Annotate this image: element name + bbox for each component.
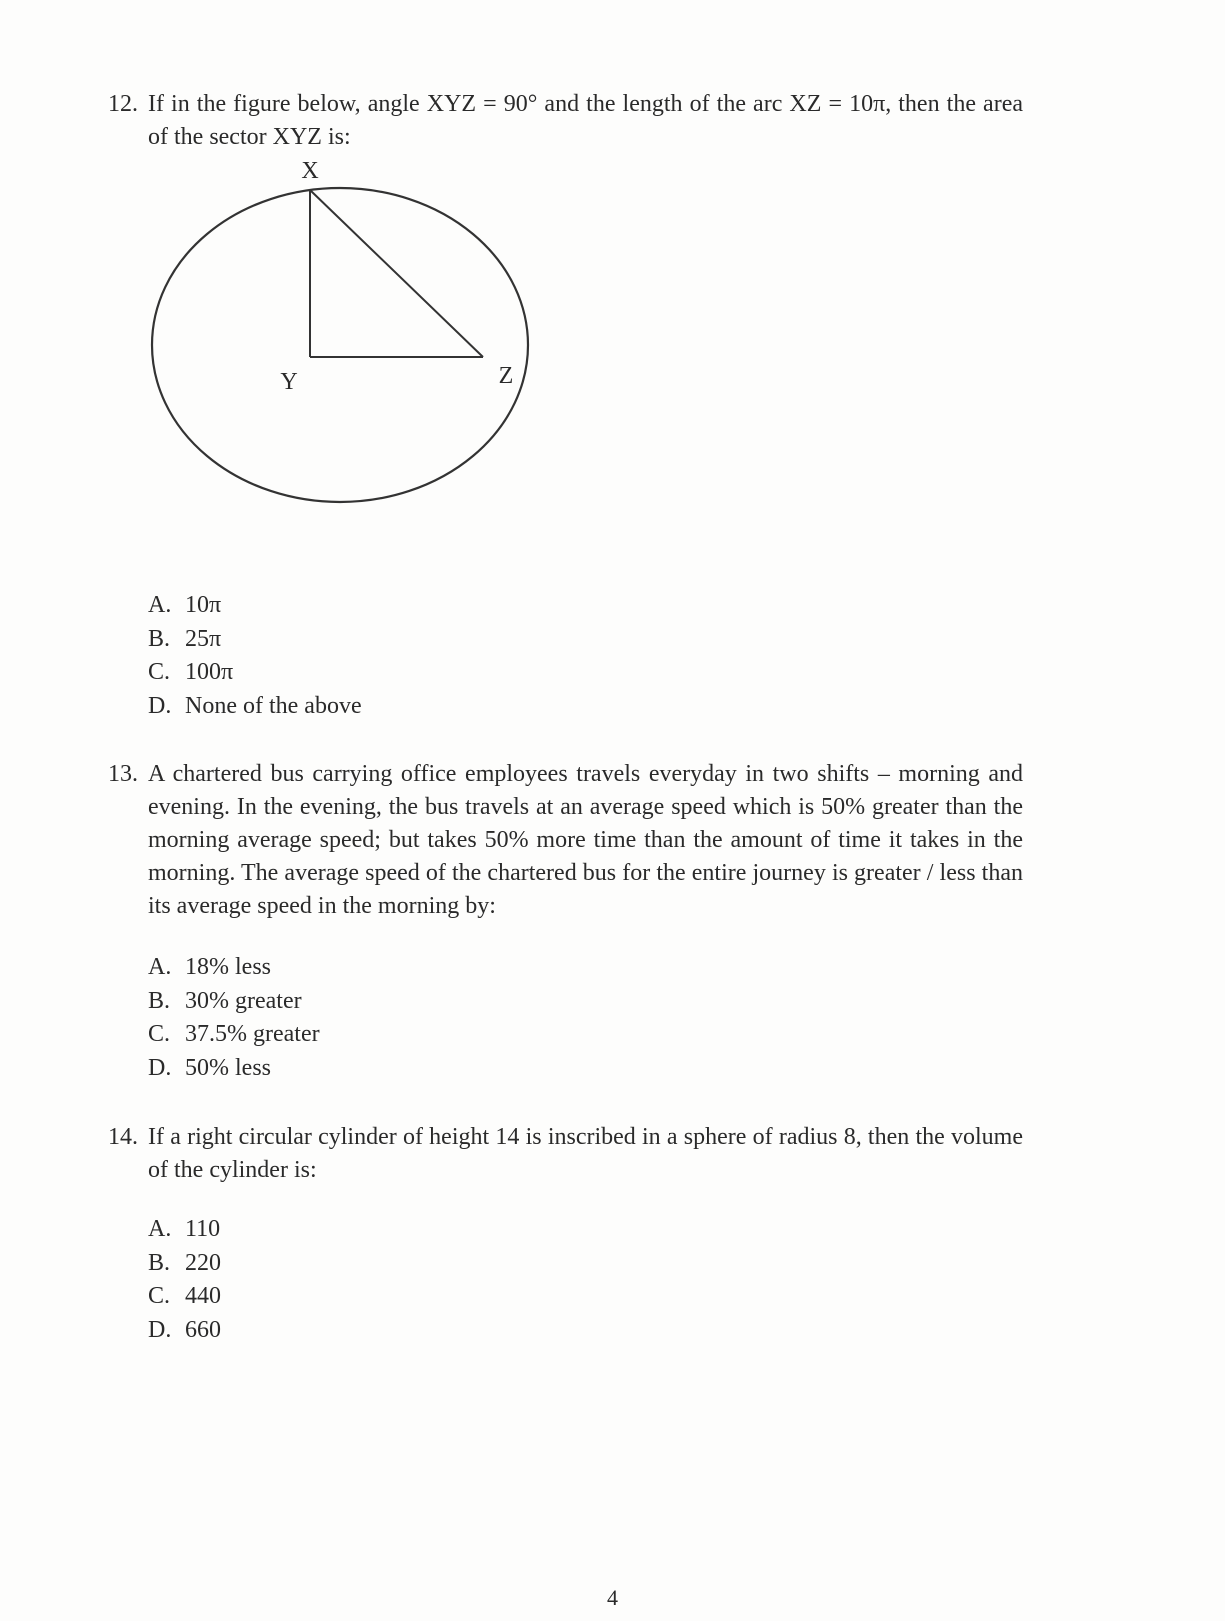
option-b [148, 1247, 221, 1281]
option-text: 37.5% greater [185, 1021, 320, 1047]
option-text: 50% less [185, 1054, 271, 1081]
question-text: A chartered bus carrying office employees travels everyday in two shifts – morning and evening. In the evening, the bus travels at an average speed which is 50% greater than the morning average speed; but takes 50% more time than the amount of time it takes in the morning. The average speed of the chartered bus for the entire journey is greater / less than its average speed in the morning by: [148, 761, 1023, 919]
option-text: 18% less [185, 954, 271, 980]
option-c [148, 1018, 320, 1052]
option-label: B. [148, 625, 171, 652]
option-label: C. [148, 1021, 171, 1047]
option-text: 10π [185, 592, 222, 618]
circle-sector-figure [140, 160, 540, 530]
option-label: A. [148, 592, 172, 618]
option-text: 25π [185, 625, 222, 652]
option-label: B. [148, 987, 171, 1014]
question-number: 13. [108, 761, 138, 787]
question-13 [108, 758, 1023, 923]
chord-xz [310, 190, 483, 357]
option-label: D. [148, 1316, 172, 1343]
option-text: 110 [185, 1216, 221, 1242]
question-14-options [148, 1213, 221, 1347]
option-a [148, 1213, 221, 1247]
option-label: D. [148, 1054, 172, 1081]
question-12 [108, 88, 1023, 154]
option-a [148, 951, 320, 985]
option-label: C. [148, 659, 171, 685]
option-text: 660 [185, 1316, 221, 1343]
option-label: B. [148, 1249, 171, 1276]
question-13-options [148, 951, 320, 1085]
option-c [148, 656, 362, 690]
option-b [148, 623, 362, 657]
option-d [148, 1314, 221, 1348]
option-label: C. [148, 1283, 171, 1309]
option-c [148, 1280, 221, 1314]
option-b [148, 985, 320, 1019]
option-d [148, 690, 362, 724]
option-text: 30% greater [185, 987, 302, 1014]
option-label: D. [148, 692, 172, 719]
label-x: X [301, 160, 319, 184]
question-14 [108, 1121, 1023, 1187]
option-label: A. [148, 1216, 172, 1242]
question-number: 14. [108, 1124, 138, 1150]
option-a [148, 589, 362, 623]
question-number: 12. [108, 91, 138, 117]
option-text: 100π [185, 659, 234, 685]
option-label: A. [148, 954, 172, 980]
option-d [148, 1052, 320, 1086]
page-number: 4 [607, 1585, 618, 1610]
question-text: If in the figure below, angle XYZ = 90° and the length of the arc XZ = 10π, then the area of the sector XYZ is: [148, 91, 1023, 150]
option-text: 440 [185, 1283, 221, 1309]
label-y: Y [280, 369, 298, 395]
question-12-options [148, 589, 362, 723]
label-z: Z [498, 363, 514, 389]
option-text: 220 [185, 1249, 221, 1276]
option-text: None of the above [185, 692, 362, 719]
question-text: If a right circular cylinder of height 14 is inscribed in a sphere of radius 8, then the volume of the cylinder is: [148, 1124, 1023, 1183]
